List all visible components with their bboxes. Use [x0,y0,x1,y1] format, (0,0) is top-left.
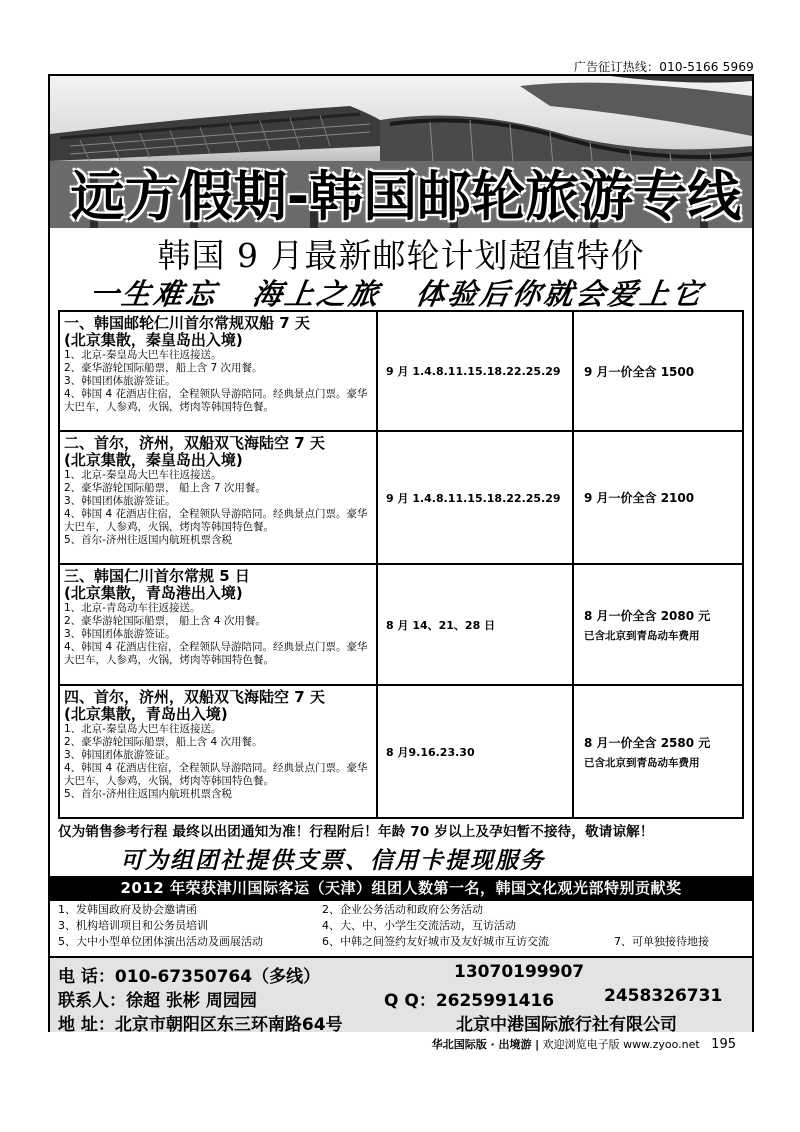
route-row [59,431,743,564]
route-item: 1、北京-秦皇岛大巴车往返接送。 [64,349,222,361]
route-item: 5、首尔-济州往返国内航班机票含税 [64,534,232,546]
contact-people: 联系人：徐超 张彬 周园园 [58,991,257,1011]
services-row [58,918,748,934]
services-row [58,934,748,950]
route-title: 三、韩国仁川首尔常规 5 日 [64,567,250,585]
route-subtitle: (北京集散，青岛出入境) [64,705,228,723]
route-description [59,685,377,818]
price-text: 9 月一价全含 1500 [584,364,695,379]
service-item: 1、发韩国政府及协会邀请函 [58,903,197,916]
route-item: 1、北京-青岛动车往返接送。 [64,602,201,614]
price-text: 8 月一价全含 2580 元 [584,735,711,750]
page-footer [0,1036,736,1052]
advertisement-frame [48,74,754,1035]
route-item: 3、韩国团体旅游签证。 [64,628,176,640]
address: 地 址：北京市朝阳区东三环南路64号 [58,1015,343,1035]
price-text: 8 月一价全含 2080 元 [584,608,711,623]
slogan-part: 一生难忘 [87,277,221,311]
route-row [59,311,743,431]
qq: Q Q：2625991416 [384,991,555,1011]
route-dates: 9 月 1.4.8.11.15.18.22.25.29 [377,311,573,431]
contact-block [50,956,752,1035]
slogan-part: 海上之旅 [250,277,384,311]
route-item: 1、北京-秦皇岛大巴车往返接送。 [64,469,222,481]
route-item: 3、韩国团体旅游签证。 [64,749,176,761]
route-title: 一、韩国邮轮仁川首尔常规双船 7 天 [64,314,310,332]
route-row [59,685,743,818]
service-item: 5、大中小型单位团体演出活动及画展活动 [58,935,263,948]
award-bar: 2012 年荣获津川国际客运（天津）组团人数第一名，韩国文化观光部特别贡献奖 [50,876,752,901]
route-item: 5、首尔-济州往返国内航班机票含税 [64,788,232,800]
route-description [59,431,377,564]
slogan-part: 体验后你就会爱上它 [413,277,707,311]
route-subtitle: (北京集散，秦皇岛出入境) [64,451,243,469]
footer-separator: | [535,1038,540,1051]
qq-secondary: 2458326731 [604,986,723,1006]
route-subtitle: (北京集散，青岛港出入境) [64,584,243,602]
route-item: 2、豪华游轮国际船票，船上含 7 次用餐。 [64,362,263,374]
route-price [573,431,743,564]
service-item: 7、可单独接待地接 [614,935,709,948]
route-row [59,564,743,685]
price-text: 9 月一价全含 2100 [584,491,695,505]
header-banner [50,76,752,228]
service-slogan: 可为组团社提供支票、信用卡提现服务 [120,848,545,874]
route-dates: 8 月9.16.23.30 [377,685,573,818]
route-price [573,564,743,685]
subtitle: 韩国 9 月最新邮轮计划超值特价 [157,236,645,275]
service-item: 4、大、中、小学生交流活动，互访活动 [322,919,516,932]
phone: 电 话：010-67350764（多线） [58,967,321,987]
route-dates: 8 月 14、21、28 日 [377,564,573,685]
services-list [58,902,748,950]
slogan [87,272,729,313]
route-description [59,564,377,685]
route-dates: 9 月 1.4.8.11.15.18.22.25.29 [377,431,573,564]
route-item: 4、韩国 4 花酒店住宿，全程领队导游陪同。经典景点门票。豪华大巴车，人参鸡，火锅，烤肉等韩国特色餐。 [64,762,368,787]
service-item: 3、机构培训项目和公务员培训 [58,919,208,932]
route-title: 四、首尔，济州，双船双飞海陆空 7 天 [64,688,325,706]
route-item: 2、豪华游轮国际船票，船上含 4 次用餐。 [64,736,263,748]
company-name: 北京中港国际旅行社有限公司 [456,1015,677,1035]
route-title: 二、首尔，济州，双船双飞海陆空 7 天 [64,434,325,452]
mobile: 13070199907 [454,962,585,982]
service-item: 2、企业公务活动和政府公务活动 [322,903,483,916]
service-item: 6、中韩之间签约友好城市及友好城市互访交流 [322,935,549,948]
route-price [573,685,743,818]
footer-section: 华北国际版 · 出境游 [431,1038,532,1051]
headline-title: 远方假期-韩国邮轮旅游专线 [70,165,742,228]
footer-website: 欢迎浏览电子版 www.zyoo.net [542,1038,700,1051]
price-note: 已含北京到青岛动车费用 [584,629,700,642]
disclaimer: 仅为销售参考行程 最终以出团通知为准！行程附后！年龄 70 岁以上及孕妇暂不接待，敬请谅解！ [58,824,654,840]
route-price [573,311,743,431]
routes-table [58,310,744,819]
page-number: 195 [711,1037,736,1052]
route-item: 1、北京-秦皇岛大巴车往返接送。 [64,723,222,735]
route-item: 4、韩国 4 花酒店住宿，全程领队导游陪同。经典景点门票。豪华大巴车，人参鸡，火锅，烤肉等韩国特色餐。 [64,641,368,666]
price-note: 已含北京到青岛动车费用 [584,756,700,769]
route-item: 4、韩国 4 花酒店住宿，全程领队导游陪同。经典景点门票。豪华大巴车，人参鸡，火锅，烤肉等韩国特色餐。 [64,508,368,533]
route-item: 2、豪华游轮国际船票， 船上含 7 次用餐。 [64,482,266,494]
route-subtitle: (北京集散，秦皇岛出入境) [64,331,243,349]
route-item: 3、韩国团体旅游签证。 [64,495,176,507]
services-row [58,902,748,918]
route-description [59,311,377,431]
route-item: 3、韩国团体旅游签证。 [64,375,176,387]
route-item: 2、豪华游轮国际船票， 船上含 4 次用餐。 [64,615,266,627]
route-item: 4、韩国 4 花酒店住宿，全程领队导游陪同。经典景点门票。豪华大巴车，人参鸡，火锅，烤肉等韩国特色餐。 [64,388,368,413]
ad-hotline: 广告征订热线：010-5166 5969 [573,60,754,74]
